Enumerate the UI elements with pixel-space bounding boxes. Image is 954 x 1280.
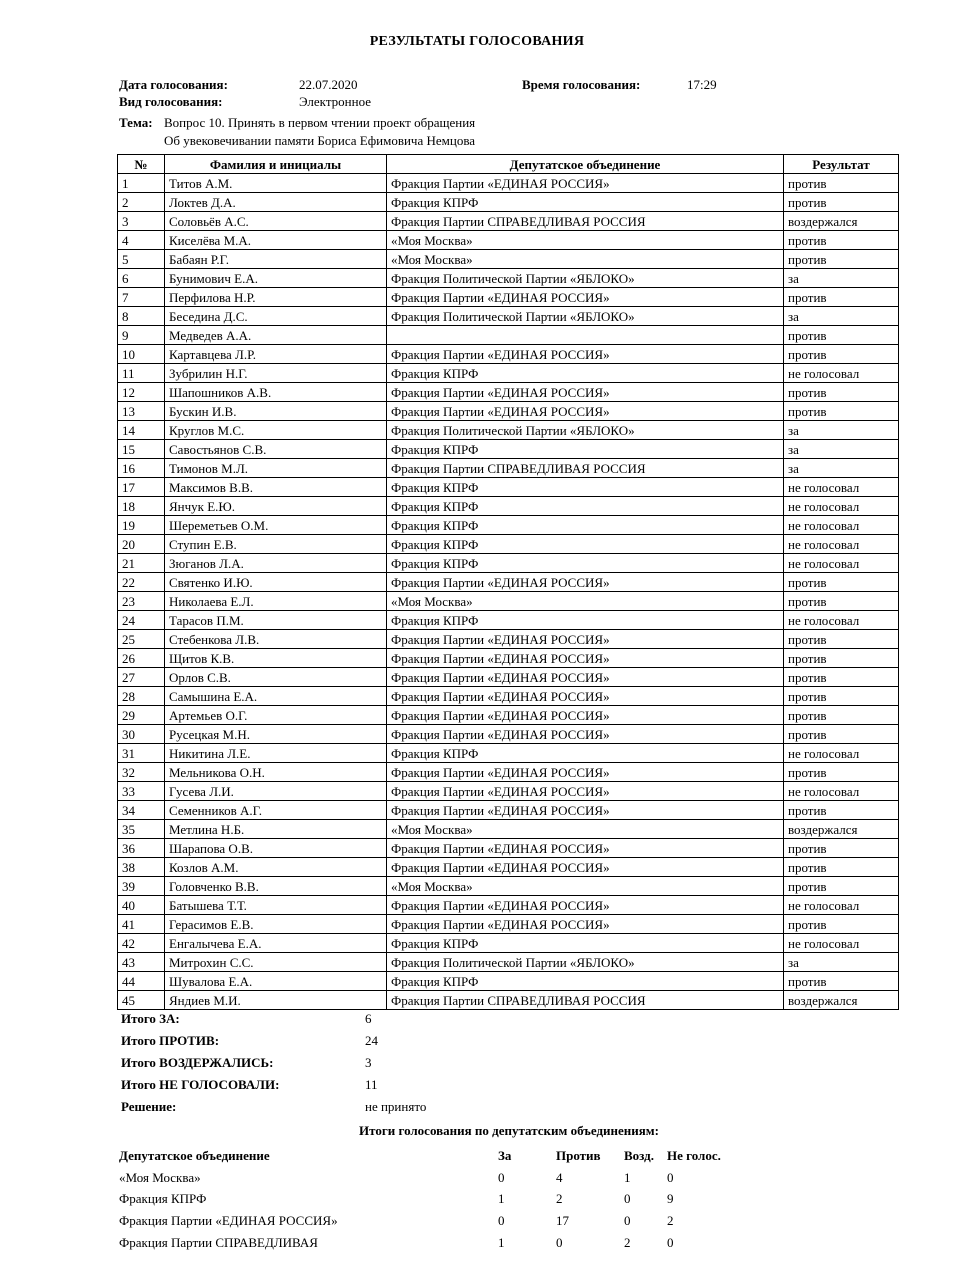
- row-number: 42: [118, 934, 165, 953]
- total-for-label: Итого ЗА:: [121, 1011, 180, 1026]
- table-row: [118, 668, 899, 687]
- vote-result: не голосовал: [784, 364, 899, 383]
- vote-result: не голосовал: [784, 554, 899, 573]
- deputy-name: Стебенкова Л.В.: [165, 630, 387, 649]
- votes-table-header: [118, 155, 899, 174]
- deputy-faction: Фракция Партии «ЕДИНАЯ РОССИЯ»: [387, 288, 784, 307]
- table-row: [118, 782, 899, 801]
- table-row: [118, 820, 899, 839]
- table-row: [118, 345, 899, 364]
- deputy-name: Бунимович Е.А.: [165, 269, 387, 288]
- table-row: [118, 934, 899, 953]
- deputy-faction: Фракция Партии СПРАВЕДЛИВАЯ РОССИЯ: [387, 991, 784, 1010]
- deputy-name: Тарасов П.М.: [165, 611, 387, 630]
- table-row: [118, 174, 899, 193]
- vote-result: против: [784, 250, 899, 269]
- deputy-name: Янчук Е.Ю.: [165, 497, 387, 516]
- total-against-value: 24: [365, 1033, 378, 1048]
- summary-for: 0: [498, 1170, 505, 1185]
- vote-result: за: [784, 459, 899, 478]
- vote-result: против: [784, 383, 899, 402]
- vote-result: воздержался: [784, 820, 899, 839]
- deputy-faction: Фракция Партии «ЕДИНАЯ РОССИЯ»: [387, 839, 784, 858]
- deputy-name: Головченко В.В.: [165, 877, 387, 896]
- row-number: 3: [118, 212, 165, 231]
- table-row: [118, 706, 899, 725]
- row-number: 39: [118, 877, 165, 896]
- vote-type-value: Электронное: [299, 94, 371, 109]
- table-row: [118, 326, 899, 345]
- row-number: 33: [118, 782, 165, 801]
- table-row: [118, 402, 899, 421]
- row-number: 31: [118, 744, 165, 763]
- table-row: [118, 649, 899, 668]
- vote-result: против: [784, 725, 899, 744]
- row-number: 19: [118, 516, 165, 535]
- vote-result: не голосовал: [784, 611, 899, 630]
- deputy-faction: «Моя Москва»: [387, 877, 784, 896]
- deputy-name: Ступин Е.В.: [165, 535, 387, 554]
- summary-title: Итоги голосования по депутатским объединениям:: [359, 1123, 659, 1138]
- summary-header-abstained: Возд.: [624, 1148, 654, 1163]
- vote-result: против: [784, 706, 899, 725]
- decision-label: Решение:: [121, 1099, 177, 1114]
- decision-value: не принято: [365, 1099, 427, 1114]
- deputy-faction: Фракция Партии «ЕДИНАЯ РОССИЯ»: [387, 668, 784, 687]
- table-row: [118, 801, 899, 820]
- deputy-name: Батышева Т.Т.: [165, 896, 387, 915]
- row-number: 21: [118, 554, 165, 573]
- deputy-faction: Фракция КПРФ: [387, 535, 784, 554]
- table-row: [118, 858, 899, 877]
- vote-type-label: Вид голосования:: [119, 94, 223, 109]
- row-number: 43: [118, 953, 165, 972]
- deputy-faction: Фракция Партии «ЕДИНАЯ РОССИЯ»: [387, 896, 784, 915]
- vote-result: за: [784, 307, 899, 326]
- table-row: [118, 839, 899, 858]
- row-number: 45: [118, 991, 165, 1010]
- deputy-name: Артемьев О.Г.: [165, 706, 387, 725]
- vote-result: против: [784, 573, 899, 592]
- vote-result: против: [784, 801, 899, 820]
- deputy-name: Зубрилин Н.Г.: [165, 364, 387, 383]
- table-row: [118, 459, 899, 478]
- deputy-name: Никитина Л.Е.: [165, 744, 387, 763]
- table-row: [118, 915, 899, 934]
- vote-result: воздержался: [784, 212, 899, 231]
- vote-result: не голосовал: [784, 744, 899, 763]
- row-number: 8: [118, 307, 165, 326]
- row-number: 29: [118, 706, 165, 725]
- deputy-name: Святенко И.Ю.: [165, 573, 387, 592]
- vote-result: за: [784, 953, 899, 972]
- deputy-name: Яндиев М.И.: [165, 991, 387, 1010]
- deputy-faction: Фракция КПРФ: [387, 497, 784, 516]
- deputy-name: Мельникова О.Н.: [165, 763, 387, 782]
- deputy-name: Зюганов Л.А.: [165, 554, 387, 573]
- table-row: [118, 592, 899, 611]
- vote-result: не голосовал: [784, 478, 899, 497]
- deputy-name: Савостьянов С.В.: [165, 440, 387, 459]
- vote-result: против: [784, 174, 899, 193]
- total-abstained-value: 3: [365, 1055, 372, 1070]
- summary-for: 1: [498, 1191, 505, 1206]
- total-abstained-label: Итого ВОЗДЕРЖАЛИСЬ:: [121, 1055, 274, 1070]
- row-number: 17: [118, 478, 165, 497]
- deputy-faction: «Моя Москва»: [387, 592, 784, 611]
- deputy-name: Картавцева Л.Р.: [165, 345, 387, 364]
- deputy-faction: Фракция КПРФ: [387, 744, 784, 763]
- summary-header-for: За: [498, 1148, 512, 1163]
- summary-against: 17: [556, 1213, 569, 1228]
- deputy-faction: Фракция КПРФ: [387, 193, 784, 212]
- vote-result: против: [784, 763, 899, 782]
- vote-result: против: [784, 345, 899, 364]
- row-number: 6: [118, 269, 165, 288]
- table-row: [118, 383, 899, 402]
- summary-not-voted: 2: [667, 1213, 674, 1228]
- deputy-faction: Фракция Партии «ЕДИНАЯ РОССИЯ»: [387, 858, 784, 877]
- table-row: [118, 478, 899, 497]
- vote-result: не голосовал: [784, 516, 899, 535]
- table-row: [118, 440, 899, 459]
- row-number: 27: [118, 668, 165, 687]
- summary-faction: Фракция Партии СПРАВЕДЛИВАЯ: [119, 1235, 318, 1250]
- total-against-label: Итого ПРОТИВ:: [121, 1033, 220, 1048]
- deputy-faction: Фракция Партии «ЕДИНАЯ РОССИЯ»: [387, 725, 784, 744]
- summary-against: 0: [556, 1235, 563, 1250]
- deputy-faction: Фракция Политической Партии «ЯБЛОКО»: [387, 421, 784, 440]
- table-row: [118, 877, 899, 896]
- table-row: [118, 307, 899, 326]
- row-number: 22: [118, 573, 165, 592]
- deputy-name: Бабаян Р.Г.: [165, 250, 387, 269]
- deputy-name: Бускин И.В.: [165, 402, 387, 421]
- deputy-faction: «Моя Москва»: [387, 820, 784, 839]
- row-number: 9: [118, 326, 165, 345]
- summary-against: 2: [556, 1191, 563, 1206]
- summary-header-against: Против: [556, 1148, 601, 1163]
- summary-faction: Фракция КПРФ: [119, 1191, 207, 1206]
- deputy-faction: «Моя Москва»: [387, 250, 784, 269]
- total-not-voted-label: Итого НЕ ГОЛОСОВАЛИ:: [121, 1077, 280, 1092]
- table-row: [118, 421, 899, 440]
- summary-not-voted: 0: [667, 1170, 674, 1185]
- deputy-faction: «Моя Москва»: [387, 231, 784, 250]
- deputy-faction: Фракция Партии «ЕДИНАЯ РОССИЯ»: [387, 687, 784, 706]
- deputy-faction: Фракция Партии «ЕДИНАЯ РОССИЯ»: [387, 383, 784, 402]
- vote-result: против: [784, 668, 899, 687]
- deputy-name: Козлов А.М.: [165, 858, 387, 877]
- deputy-faction: Фракция КПРФ: [387, 516, 784, 535]
- table-row: [118, 535, 899, 554]
- summary-abstained: 1: [624, 1170, 631, 1185]
- page-title: РЕЗУЛЬТАТЫ ГОЛОСОВАНИЯ: [369, 34, 585, 49]
- deputy-name: Орлов С.В.: [165, 668, 387, 687]
- table-row: [118, 991, 899, 1010]
- row-number: 24: [118, 611, 165, 630]
- row-number: 11: [118, 364, 165, 383]
- vote-result: против: [784, 687, 899, 706]
- row-number: 18: [118, 497, 165, 516]
- row-number: 13: [118, 402, 165, 421]
- deputy-name: Шувалова Е.А.: [165, 972, 387, 991]
- vote-result: против: [784, 231, 899, 250]
- table-row: [118, 744, 899, 763]
- deputy-faction: Фракция КПРФ: [387, 554, 784, 573]
- deputy-faction: Фракция Партии «ЕДИНАЯ РОССИЯ»: [387, 915, 784, 934]
- table-row: [118, 193, 899, 212]
- row-number: 14: [118, 421, 165, 440]
- row-number: 30: [118, 725, 165, 744]
- deputy-faction: Фракция Партии «ЕДИНАЯ РОССИЯ»: [387, 706, 784, 725]
- deputy-name: Беседина Д.С.: [165, 307, 387, 326]
- votes-table: [117, 154, 899, 1010]
- deputy-name: Гусева Л.И.: [165, 782, 387, 801]
- deputy-name: Киселёва М.А.: [165, 231, 387, 250]
- summary-not-voted: 9: [667, 1191, 674, 1206]
- total-not-voted-value: 11: [365, 1077, 378, 1092]
- deputy-name: Семенников А.Г.: [165, 801, 387, 820]
- vote-result: против: [784, 630, 899, 649]
- vote-result: за: [784, 440, 899, 459]
- deputy-faction: Фракция Политической Партии «ЯБЛОКО»: [387, 953, 784, 972]
- header-result: Результат: [784, 155, 899, 174]
- date-value: 22.07.2020: [299, 77, 358, 92]
- total-for-value: 6: [365, 1011, 372, 1026]
- deputy-faction: Фракция Политической Партии «ЯБЛОКО»: [387, 269, 784, 288]
- deputy-faction: Фракция КПРФ: [387, 611, 784, 630]
- vote-result: против: [784, 649, 899, 668]
- summary-abstained: 0: [624, 1191, 631, 1206]
- row-number: 32: [118, 763, 165, 782]
- deputy-faction: Фракция Партии «ЕДИНАЯ РОССИЯ»: [387, 649, 784, 668]
- deputy-name: Локтев Д.А.: [165, 193, 387, 212]
- summary-for: 0: [498, 1213, 505, 1228]
- deputy-name: Русецкая М.Н.: [165, 725, 387, 744]
- vote-result: за: [784, 421, 899, 440]
- deputy-name: Герасимов Е.В.: [165, 915, 387, 934]
- row-number: 35: [118, 820, 165, 839]
- table-row: [118, 554, 899, 573]
- row-number: 34: [118, 801, 165, 820]
- deputy-name: Шапошников А.В.: [165, 383, 387, 402]
- vote-result: против: [784, 858, 899, 877]
- deputy-faction: Фракция Партии «ЕДИНАЯ РОССИЯ»: [387, 763, 784, 782]
- deputy-faction: Фракция Партии СПРАВЕДЛИВАЯ РОССИЯ: [387, 212, 784, 231]
- deputy-name: Метлина Н.Б.: [165, 820, 387, 839]
- header-number: №: [118, 155, 165, 174]
- row-number: 28: [118, 687, 165, 706]
- topic-line-1: Вопрос 10. Принять в первом чтении проект обращения: [164, 115, 476, 130]
- table-row: [118, 573, 899, 592]
- table-row: [118, 269, 899, 288]
- table-row: [118, 725, 899, 744]
- summary-faction: «Моя Москва»: [119, 1170, 201, 1185]
- deputy-faction: Фракция Партии «ЕДИНАЯ РОССИЯ»: [387, 801, 784, 820]
- deputy-name: Тимонов М.Л.: [165, 459, 387, 478]
- deputy-name: Круглов М.С.: [165, 421, 387, 440]
- vote-result: не голосовал: [784, 934, 899, 953]
- deputy-faction: Фракция Партии «ЕДИНАЯ РОССИЯ»: [387, 174, 784, 193]
- row-number: 2: [118, 193, 165, 212]
- row-number: 44: [118, 972, 165, 991]
- table-row: [118, 611, 899, 630]
- row-number: 4: [118, 231, 165, 250]
- topic-line-2: Об увековечивании памяти Бориса Ефимовича Немцова: [164, 133, 476, 148]
- row-number: 20: [118, 535, 165, 554]
- deputy-faction: Фракция Партии «ЕДИНАЯ РОССИЯ»: [387, 782, 784, 801]
- deputy-name: Перфилова Н.Р.: [165, 288, 387, 307]
- deputy-faction: Фракция Политической Партии «ЯБЛОКО»: [387, 307, 784, 326]
- table-row: [118, 687, 899, 706]
- deputy-faction: Фракция КПРФ: [387, 934, 784, 953]
- vote-result: против: [784, 972, 899, 991]
- summary-abstained: 2: [624, 1235, 631, 1250]
- summary-header-faction: Депутатское объединение: [119, 1148, 270, 1163]
- table-row: [118, 288, 899, 307]
- summary-not-voted: 0: [667, 1235, 674, 1250]
- deputy-name: Максимов В.В.: [165, 478, 387, 497]
- table-row: [118, 763, 899, 782]
- row-number: 5: [118, 250, 165, 269]
- deputy-name: Медведев А.А.: [165, 326, 387, 345]
- deputy-name: Титов А.М.: [165, 174, 387, 193]
- vote-result: против: [784, 288, 899, 307]
- deputy-name: Енгалычева Е.А.: [165, 934, 387, 953]
- table-row: [118, 972, 899, 991]
- vote-result: не голосовал: [784, 896, 899, 915]
- table-row: [118, 364, 899, 383]
- vote-result: против: [784, 839, 899, 858]
- table-row: [118, 212, 899, 231]
- deputy-faction: Фракция Партии «ЕДИНАЯ РОССИЯ»: [387, 630, 784, 649]
- deputy-name: Щитов К.В.: [165, 649, 387, 668]
- row-number: 38: [118, 858, 165, 877]
- deputy-faction: Фракция Партии «ЕДИНАЯ РОССИЯ»: [387, 573, 784, 592]
- table-row: [118, 516, 899, 535]
- row-number: 40: [118, 896, 165, 915]
- row-number: 16: [118, 459, 165, 478]
- time-label: Время голосования:: [522, 77, 641, 92]
- row-number: 15: [118, 440, 165, 459]
- deputy-name: Соловьёв А.С.: [165, 212, 387, 231]
- vote-result: воздержался: [784, 991, 899, 1010]
- table-row: [118, 250, 899, 269]
- vote-result: не голосовал: [784, 497, 899, 516]
- topic-label: Тема:: [119, 115, 153, 130]
- row-number: 10: [118, 345, 165, 364]
- table-row: [118, 953, 899, 972]
- deputy-faction: Фракция КПРФ: [387, 364, 784, 383]
- vote-result: против: [784, 326, 899, 345]
- table-row: [118, 497, 899, 516]
- summary-for: 1: [498, 1235, 505, 1250]
- row-number: 12: [118, 383, 165, 402]
- row-number: 7: [118, 288, 165, 307]
- row-number: 23: [118, 592, 165, 611]
- row-number: 36: [118, 839, 165, 858]
- deputy-name: Самышина Е.А.: [165, 687, 387, 706]
- deputy-faction: [387, 326, 784, 345]
- deputy-faction: Фракция Партии СПРАВЕДЛИВАЯ РОССИЯ: [387, 459, 784, 478]
- vote-result: против: [784, 193, 899, 212]
- row-number: 41: [118, 915, 165, 934]
- deputy-name: Николаева Е.Л.: [165, 592, 387, 611]
- vote-result: против: [784, 402, 899, 421]
- header-name: Фамилия и инициалы: [165, 155, 387, 174]
- summary-header-not-voted: Не голос.: [667, 1148, 721, 1163]
- deputy-faction: Фракция КПРФ: [387, 972, 784, 991]
- table-row: [118, 231, 899, 250]
- time-value: 17:29: [687, 77, 717, 92]
- row-number: 25: [118, 630, 165, 649]
- summary-abstained: 0: [624, 1213, 631, 1228]
- vote-result: не голосовал: [784, 782, 899, 801]
- deputy-faction: Фракция Партии «ЕДИНАЯ РОССИЯ»: [387, 402, 784, 421]
- vote-result: за: [784, 269, 899, 288]
- deputy-name: Митрохин С.С.: [165, 953, 387, 972]
- summary-against: 4: [556, 1170, 563, 1185]
- date-label: Дата голосования:: [119, 77, 228, 92]
- deputy-faction: Фракция КПРФ: [387, 440, 784, 459]
- row-number: 1: [118, 174, 165, 193]
- table-row: [118, 630, 899, 649]
- row-number: 26: [118, 649, 165, 668]
- vote-result: против: [784, 592, 899, 611]
- vote-result: против: [784, 877, 899, 896]
- summary-faction: Фракция Партии «ЕДИНАЯ РОССИЯ»: [119, 1213, 338, 1228]
- header-faction: Депутатское объединение: [387, 155, 784, 174]
- vote-result: не голосовал: [784, 535, 899, 554]
- vote-result: против: [784, 915, 899, 934]
- table-row: [118, 896, 899, 915]
- deputy-faction: Фракция КПРФ: [387, 478, 784, 497]
- deputy-faction: Фракция Партии «ЕДИНАЯ РОССИЯ»: [387, 345, 784, 364]
- deputy-name: Шереметьев О.М.: [165, 516, 387, 535]
- deputy-name: Шарапова О.В.: [165, 839, 387, 858]
